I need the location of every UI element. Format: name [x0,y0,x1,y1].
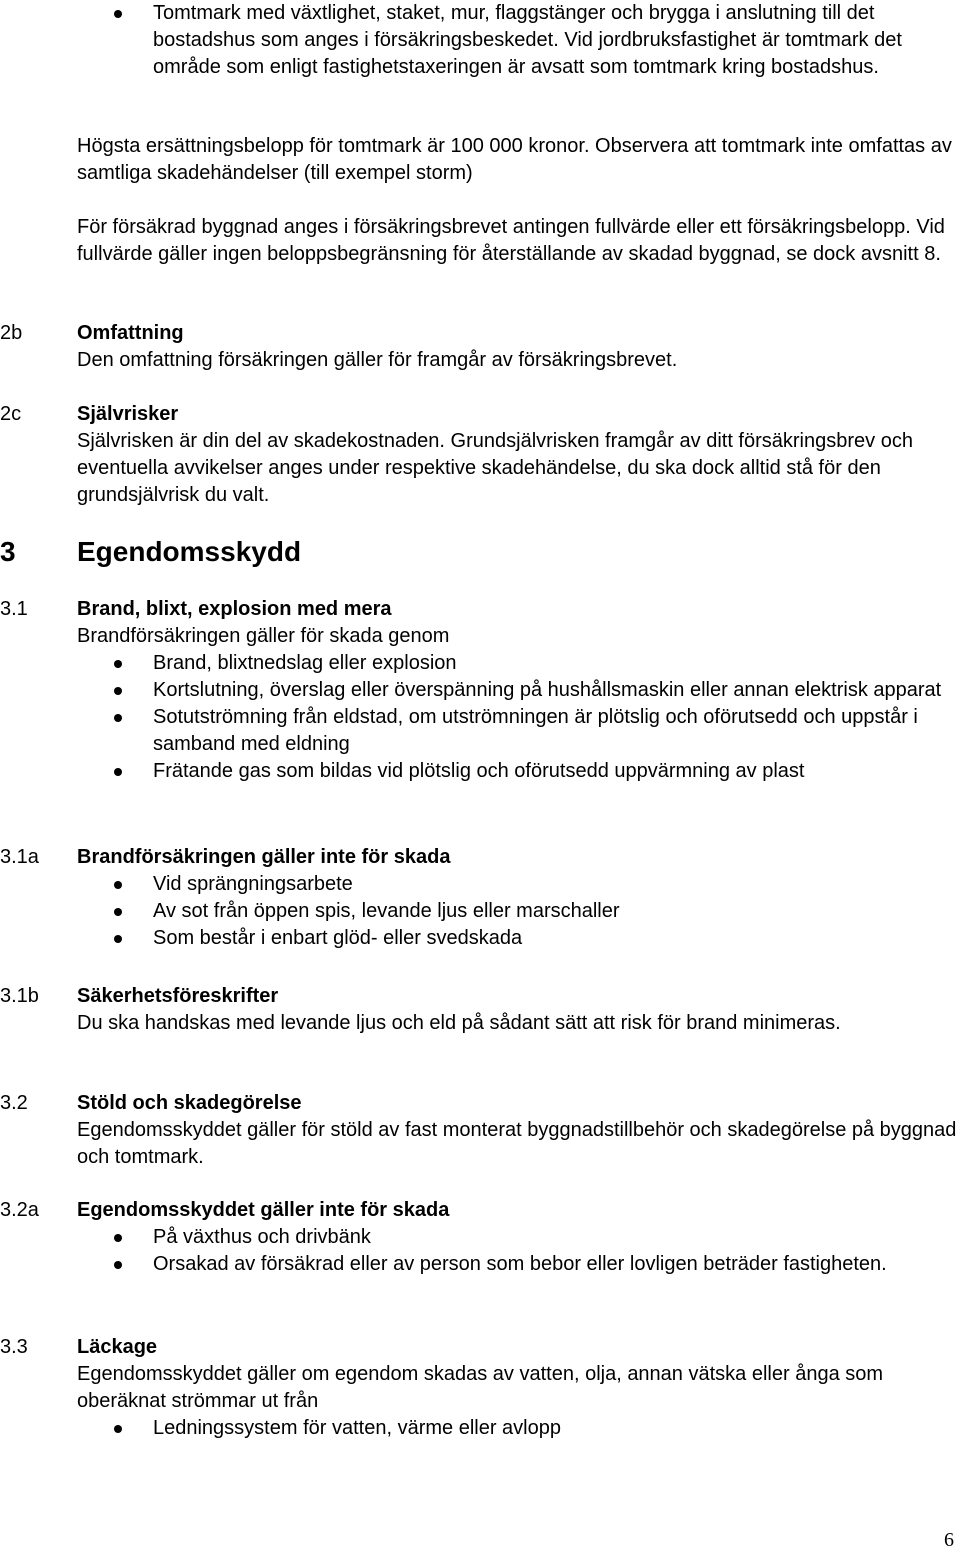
paragraph: Egendomsskyddet gäller för stöld av fast monterat byggnadstillbehör och skadegörelse på byggnad och tomtmark. [77,1119,957,1168]
section-number: 3.1a [0,846,39,868]
paragraph: Den omfattning försäkringen gäller för framgår av försäkringsbrevet. [77,349,678,371]
section-heading: Egendomsskyddet gäller inte för skada [77,1199,450,1221]
bullet-text: Kortslutning, överslag eller överspänning på hushållsmaskin eller annan elektrisk apparat [153,679,942,701]
bullet-icon [114,935,122,943]
bullet-icon [114,660,122,668]
section-number: 3.3 [0,1336,28,1358]
section-3-1b [77,983,957,1037]
bullet-text: Orsakad av försäkrad eller av person som bebor eller lovligen beträder fastigheten. [153,1253,887,1275]
section-heading: Säkerhetsföreskrifter [77,985,279,1007]
list-item [77,650,957,677]
section-number: 3.1b [0,985,39,1007]
paragraph: Självrisken är din del av skadekostnaden. Grundsjälvrisken framgår av ditt försäkringsbrev och eventuella avvikelser anges under respektive skadehändelse, du ska dock alltid stå för den grundsjälvrisk du valt. [77,430,913,506]
section-heading: Omfattning [77,322,184,344]
bullet-list [77,650,957,785]
bullet-text: Vid sprängningsarbete [153,873,353,895]
bullet-text: Sotutströmning från eldstad, om utströmningen är plötslig och oförutsedd och uppstår i samband med eldning [153,706,918,755]
section-number: 3.2 [0,1092,28,1114]
section-heading: Brandförsäkringen gäller inte för skada [77,846,451,868]
bullet-text: Av sot från öppen spis, levande ljus eller marschaller [153,900,620,922]
section-3-1a [77,844,957,952]
bullet-text: Frätande gas som bildas vid plötslig och oförutsedd uppvärmning av plast [153,760,805,782]
bullet-icon [114,10,122,18]
list-item [77,898,957,925]
paragraph: Högsta ersättningsbelopp för tomtmark är 100 000 kronor. Observera att tomtmark inte omfattas av samtliga skadehändelser (till exempel storm) [77,135,952,184]
list-item [77,1251,957,1278]
section-number: 3.2a [0,1199,39,1221]
section-3-2 [77,1090,957,1171]
bullet-icon [114,768,122,776]
tomtmark-paragraph [77,133,957,187]
intro-section [77,0,957,81]
section-2c [77,401,957,509]
section-heading: Läckage [77,1336,158,1358]
bullet-text: Som består i enbart glöd- eller svedskada [153,927,523,949]
bullet-list [77,1224,957,1278]
bullet-icon [114,687,122,695]
paragraph: Du ska handskas med levande ljus och eld på sådant sätt att risk för brand minimeras. [77,1012,841,1034]
section-number: 2b [0,322,23,344]
paragraph: För försäkrad byggnad anges i försäkringsbrevet antingen fullvärde eller ett försäkringsbelopp. Vid fullvärde gäller ingen beloppsbegränsning för återställande av skadad byggnad, se dock avsnitt 8. [77,216,945,265]
section-3-1 [77,596,957,785]
page-number: 6 [944,1529,954,1551]
section-2b [77,320,957,374]
list-item [77,0,957,81]
list-item [77,871,957,898]
list-item [77,1415,957,1442]
bullet-text: Tomtmark med växtlighet, staket, mur, flaggstänger och brygga i anslutning till det bostadshus som anges i försäkringsbeskedet. Vid jordbruksfastighet är tomtmark det område som enligt fastighetstaxeringen är avsatt som tomtmark kring bostadshus. [153,2,902,78]
byggnad-paragraph [77,214,957,268]
bullet-list [77,1415,957,1442]
bullet-icon [114,1234,122,1242]
list-item [77,704,957,758]
list-item [77,677,957,704]
list-item [77,925,957,952]
bullet-icon [114,714,122,722]
paragraph: Egendomsskyddet gäller om egendom skadas av vatten, olja, annan vätska eller ånga som oberäknat strömmar ut från [77,1363,884,1412]
section-heading: Stöld och skadegörelse [77,1092,302,1114]
section-3-2a [77,1197,957,1278]
bullet-text: På växthus och drivbänk [153,1226,371,1248]
chapter-title: Egendomsskydd [77,536,302,567]
list-item [77,758,957,785]
bullet-text: Brand, blixtnedslag eller explosion [153,652,457,674]
section-number: 2c [0,403,22,425]
bullet-icon [114,881,122,889]
intro-bullet-list [77,0,957,81]
list-item [77,1224,957,1251]
bullet-icon [114,1425,122,1433]
bullet-text: Ledningssystem för vatten, värme eller avlopp [153,1417,561,1439]
section-number: 3.1 [0,598,28,620]
chapter-number: 3 [0,536,16,567]
bullet-list [77,871,957,952]
section-heading: Självrisker [77,403,179,425]
section-heading: Brand, blixt, explosion med mera [77,598,392,620]
bullet-icon [114,1261,122,1269]
paragraph: Brandförsäkringen gäller för skada genom [77,625,450,647]
bullet-icon [114,908,122,916]
section-3-3 [77,1334,957,1442]
